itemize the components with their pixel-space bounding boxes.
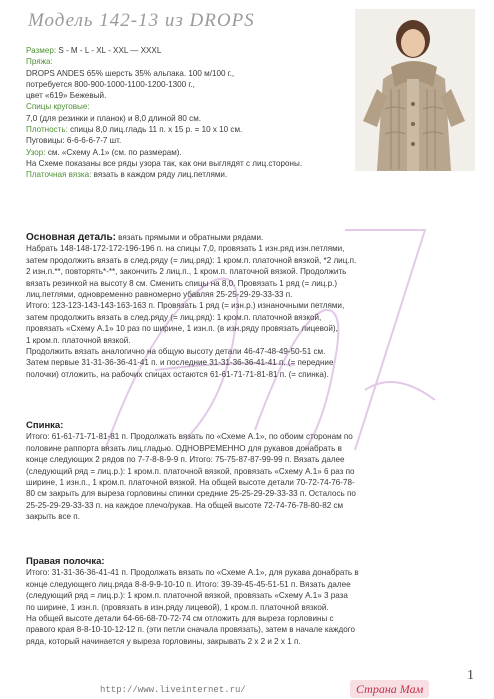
front-heading: Правая полочка: xyxy=(26,556,105,567)
front-line: по ширине, 1 изн.п. (провязать в изн.ряду лицевой), 1 кром.п. платочной вязкой. xyxy=(26,602,329,612)
main-line: 1 кром.п. платочной вязкой. xyxy=(26,335,131,345)
back-line: 25-25-29-29-33-33 п. на каждое плечо/рукав. На общей высоте 72-74-76-78-80-82 см xyxy=(26,500,344,510)
back-line: половине раппорта вязать лиц.гладью. ОДНОВРЕМЕННО для рукавов донабрать в xyxy=(26,443,342,453)
main-line: вязать резинкой на высоту 8 см. Сменить спицы на 8,0. Провязать 1 ряд (= лиц.р.) xyxy=(26,278,338,288)
back-line: конце следующих 2 рядов по 7-7-8-8-9-9 п. Итого: 75-75-87-87-99-99 п. Вязать далее xyxy=(26,455,345,465)
page-number: 1 xyxy=(467,668,474,683)
back-line: Итого: 61-61-71-71-81-81 п. Продолжать вязать по «Схеме А.1», по обоим сторонам по xyxy=(26,432,353,442)
main-line: 2 изн.п.**, повторять*-**, закончить 2 лиц.п., 1 кром.п. платочной вязкой. Продолжить xyxy=(26,267,347,277)
footer-url[interactable]: http://www.liveinternet.ru/ xyxy=(100,685,246,695)
main-line: Затем первые 31-31-36-36-41-41 п. и последние 31-31-36-36-41-41 п. (= передние xyxy=(26,358,334,368)
main-line: лиц.петлями, одновременно равномерно убавляя 25-25-29-29-33-33 п. xyxy=(26,290,293,300)
main-line: затем продолжить вязать в след.ряду (= лиц.ряд): 1 кром.п. платочной вязкой, xyxy=(26,312,322,322)
main-line: Продолжить вязать аналогично на общую высоту детали 46-47-48-49-50-51 см. xyxy=(26,347,326,357)
spec-block xyxy=(26,45,356,181)
garter-label: Платочная вязка: xyxy=(26,170,92,180)
yarn-line-1: DROPS ANDES 65% шерсть 35% альпака. 100 м/100 г., xyxy=(26,68,235,78)
page-title: Модель 142-13 из DROPS xyxy=(28,10,255,31)
pattern-label: Узор: xyxy=(26,147,46,157)
yarn-label: Пряжа: xyxy=(26,57,53,67)
main-section xyxy=(26,232,471,380)
density-label: Плотность: xyxy=(26,125,68,135)
front-line: ряда, который начинается у выреза горловины, закрывать 2 x 2 и 2 x 1 п. xyxy=(26,636,301,646)
back-heading: Спинка: xyxy=(26,420,64,431)
size-value: S - M - L - XL - XXL — XXXL xyxy=(58,46,162,55)
pattern-note: На Схеме показаны все ряды узора так, как они выглядят с лиц.стороны. xyxy=(26,158,303,168)
back-line: (следующий ряд = лиц.р.): 1 кром.п. платочной вязкой, провязать «Схему А.1» 6 раз по xyxy=(26,466,355,476)
yarn-line-3: цвет «619» Бежевый. xyxy=(26,91,107,101)
main-heading-rest: вязать прямыми и обратными рядами. xyxy=(115,233,264,242)
size-row xyxy=(26,45,356,56)
footer-logo: Страна Мам xyxy=(350,680,429,698)
back-line: 80 см закрыть для выреза горловины спинки средние 25-25-29-29-33-33 п. Осталось по xyxy=(26,489,356,499)
front-line: правого края 8-8-10-10-12-12 п. (эти петли сначала провязать), затем в начале каждого xyxy=(26,625,355,635)
back-line: ширине, 1 изн.п., 1 кром.п. платочной вязкой. На общей высоте детали 70-72-74-76-78- xyxy=(26,478,355,488)
back-line: закрыть все п. xyxy=(26,512,80,522)
back-section xyxy=(26,420,471,523)
garter-value: вязать в каждом ряду лиц.петлями. xyxy=(93,170,228,180)
density-value: спицы 8,0 лиц.гладь 11 п. x 15 р. = 10 x 10 см. xyxy=(70,125,243,135)
main-line: Набрать 148-148-172-172-196-196 п. на спицы 7,0, провязать 1 изн.ряд изн.петлями, xyxy=(26,244,345,254)
buttons-line: Пуговицы: 6-6-6-6-7-7 шт. xyxy=(26,136,122,146)
main-line: затем продолжить вязать в след.ряду (= лиц.ряд): 1 кром.п. платочной вязкой, *2 лиц.п. xyxy=(26,255,357,265)
model-photo xyxy=(355,9,475,171)
main-line: провязать «Схему А.1» 10 раз по ширине, 1 изн.п. (в изн.ряду провязать лицевой), xyxy=(26,324,338,334)
needles-line: 7,0 (для резинки и планок) и 8,0 длиной 80 см. xyxy=(26,113,202,123)
main-heading: Основная деталь: xyxy=(26,232,116,243)
front-line: (следующий ряд = лиц.р.): 1 кром.п. платочной вязкой, провязать «Схему А.1» 3 раза xyxy=(26,591,348,601)
pattern-row xyxy=(26,147,356,158)
front-line: конце следующего лиц.ряда 8-8-9-9-10-10 п. Итого: 39-39-45-45-51-51 п. Вязать далее xyxy=(26,579,351,589)
garter-row xyxy=(26,169,356,180)
main-line: Итого: 123-123-143-143-163-163 п. Провязать 1 ряд (= изн.р.) изнаночными петлями, xyxy=(26,301,345,311)
front-section xyxy=(26,556,471,647)
pattern-value: см. «Схему А.1» (см. по размерам). xyxy=(47,147,182,157)
needles-label: Спицы круговые: xyxy=(26,102,90,112)
main-line: полочки) отложить, на рабочих спицах остаются 61-61-71-71-81-81 п. (= спинка). xyxy=(26,369,329,379)
front-line: Итого: 31-31-36-36-41-41 п. Продолжать вязать по «Схеме А.1», для рукава донабрать в xyxy=(26,568,359,578)
front-line: На общей высоте детали 64-66-68-70-72-74 см отложить для выреза горловины с xyxy=(26,614,334,624)
main-heading-row xyxy=(26,232,471,243)
model-photo-illustration xyxy=(355,9,475,171)
yarn-line-2: потребуется 800-900-1000-1100-1200-1300 г., xyxy=(26,79,195,89)
size-label: Размер: xyxy=(26,46,57,55)
density-row xyxy=(26,124,356,135)
